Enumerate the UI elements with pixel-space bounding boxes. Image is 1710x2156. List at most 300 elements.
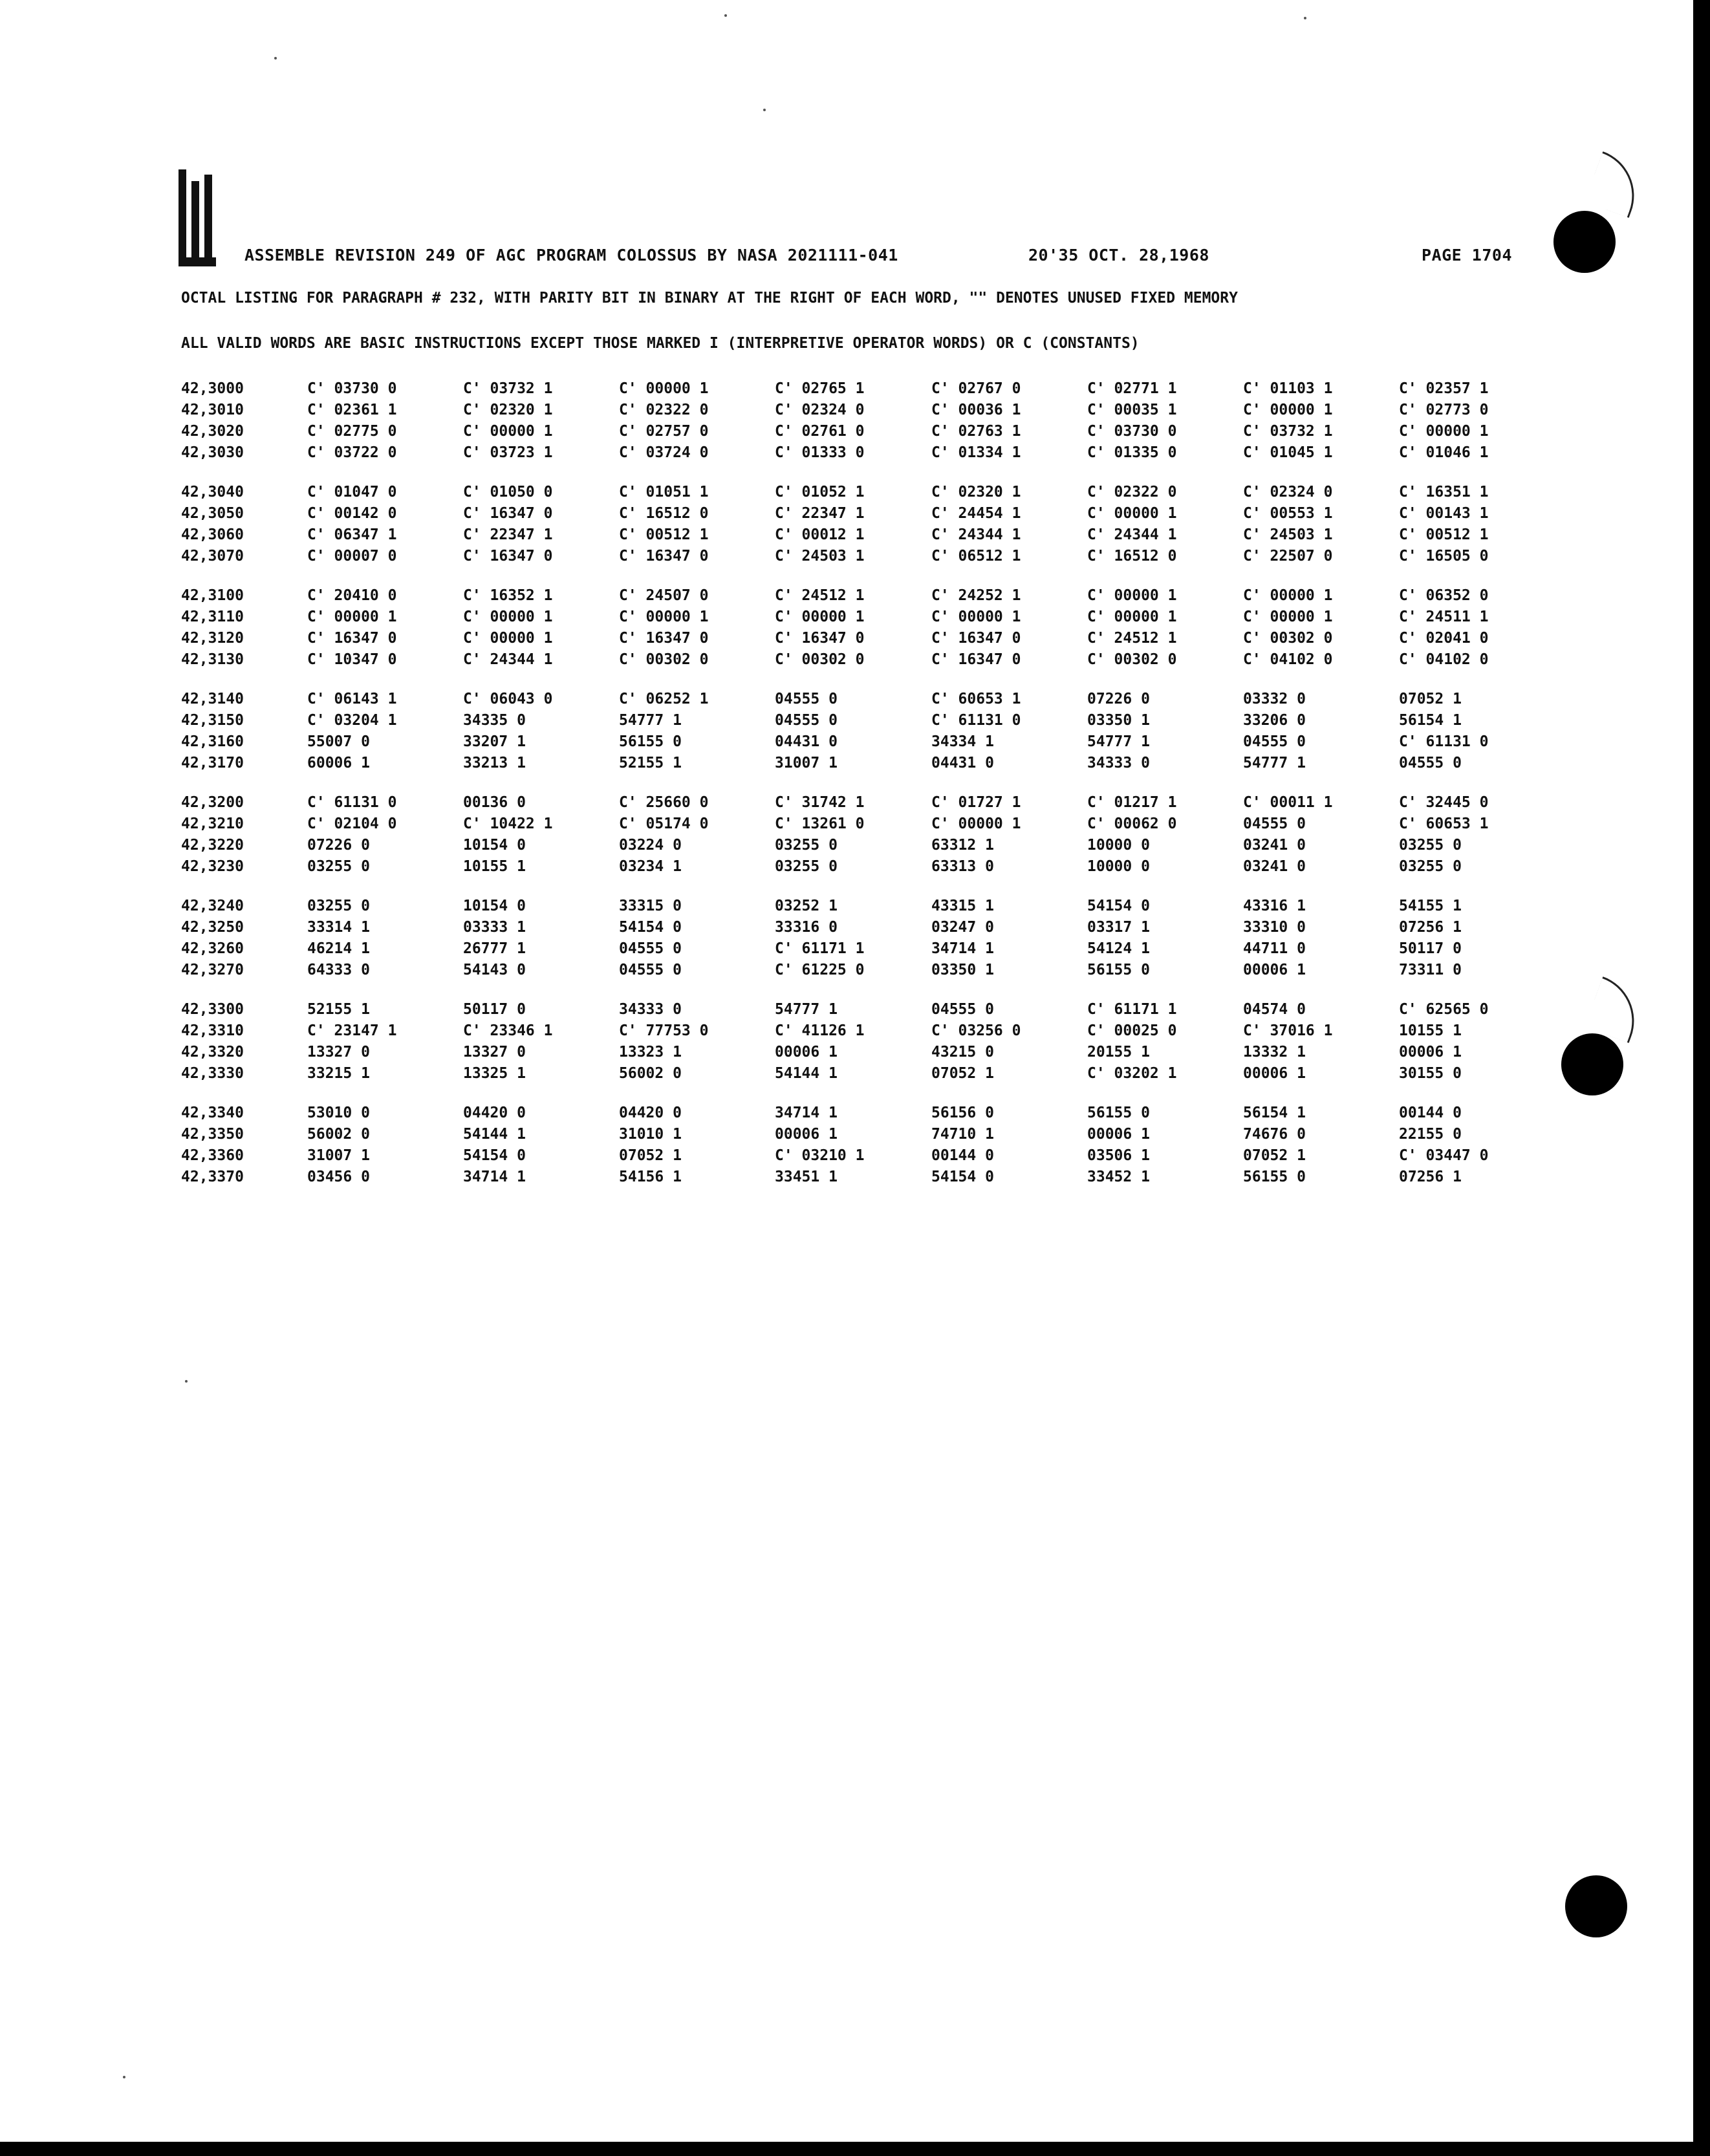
memory-word: C' 00025 0 (1087, 1022, 1177, 1039)
memory-word: 13325 1 (463, 1065, 526, 1082)
row-address: 42,3160 (181, 733, 244, 750)
memory-word: 07226 0 (307, 837, 370, 854)
memory-word: 03332 0 (1243, 691, 1306, 707)
memory-word: C' 61131 0 (931, 712, 1021, 729)
listing-row (181, 609, 1526, 630)
memory-word: 63312 1 (931, 837, 994, 854)
memory-word: 54777 1 (775, 1001, 838, 1018)
memory-word: 54154 0 (931, 1169, 994, 1185)
memory-word: C' 77753 0 (619, 1022, 709, 1039)
memory-word: 00006 1 (775, 1044, 838, 1061)
memory-word: C' 02322 0 (1087, 484, 1177, 501)
memory-word: 33206 0 (1243, 712, 1306, 729)
memory-word: 00136 0 (463, 794, 526, 811)
memory-word: C' 16347 0 (307, 630, 397, 647)
memory-word: C' 06252 1 (619, 691, 709, 707)
memory-word: C' 16347 0 (463, 548, 553, 565)
memory-word: 33315 0 (619, 898, 682, 914)
memory-word: C' 00302 0 (1087, 651, 1177, 668)
memory-word: C' 01335 0 (1087, 444, 1177, 461)
memory-word: 00006 1 (1243, 962, 1306, 978)
memory-word: 56155 0 (1087, 962, 1150, 978)
memory-word: 43215 0 (931, 1044, 994, 1061)
page-header (244, 246, 1512, 272)
row-address: 42,3040 (181, 484, 244, 501)
memory-word: C' 00000 1 (1087, 609, 1177, 625)
row-address: 42,3110 (181, 609, 244, 625)
memory-word: 44711 0 (1243, 940, 1306, 957)
listing-row (181, 940, 1526, 962)
memory-word: C' 24511 1 (1399, 609, 1489, 625)
row-address: 42,3120 (181, 630, 244, 647)
memory-word: 13327 0 (463, 1044, 526, 1061)
memory-word: C' 02357 1 (1399, 380, 1489, 397)
memory-word: C' 02757 0 (619, 423, 709, 440)
memory-word: C' 00000 1 (1243, 609, 1333, 625)
memory-word: 50117 0 (1399, 940, 1462, 957)
memory-word: C' 01045 1 (1243, 444, 1333, 461)
listing-row (181, 1001, 1526, 1022)
memory-word: C' 16347 0 (619, 548, 709, 565)
row-address: 42,3310 (181, 1022, 244, 1039)
memory-word: C' 01103 1 (1243, 380, 1333, 397)
memory-word: C' 02324 0 (775, 402, 865, 418)
memory-word: 04555 0 (619, 940, 682, 957)
memory-word: 03241 0 (1243, 858, 1306, 875)
memory-word: 03255 0 (1399, 837, 1462, 854)
memory-word: 03350 1 (931, 962, 994, 978)
listing-group (181, 1001, 1526, 1086)
memory-word: C' 61131 0 (307, 794, 397, 811)
listing-row (181, 1022, 1526, 1044)
memory-word: C' 00000 1 (931, 815, 1021, 832)
memory-word: C' 01334 1 (931, 444, 1021, 461)
memory-word: 33215 1 (307, 1065, 370, 1082)
memory-word: 34714 1 (775, 1105, 838, 1121)
memory-word: 54124 1 (1087, 940, 1150, 957)
listing-row (181, 380, 1526, 402)
memory-word: 07226 0 (1087, 691, 1150, 707)
memory-word: 00144 0 (1399, 1105, 1462, 1121)
memory-word: C' 10422 1 (463, 815, 553, 832)
memory-word: 00144 0 (931, 1147, 994, 1164)
memory-word: C' 16347 0 (931, 630, 1021, 647)
memory-word: C' 00000 1 (1087, 587, 1177, 604)
listing-row (181, 484, 1526, 505)
listing-group (181, 484, 1526, 569)
memory-word: 33452 1 (1087, 1169, 1150, 1185)
memory-word: C' 61131 0 (1399, 733, 1489, 750)
listing-row (181, 755, 1526, 776)
memory-word: 10155 1 (1399, 1022, 1462, 1039)
memory-word: 50117 0 (463, 1001, 526, 1018)
scan-speck (763, 109, 766, 111)
memory-word: 04555 0 (931, 1001, 994, 1018)
header-date: 20'35 OCT. 28,1968 (1028, 246, 1209, 264)
memory-word: C' 00000 1 (619, 609, 709, 625)
listing-description: OCTAL LISTING FOR PARAGRAPH # 232, WITH PARITY BIT IN BINARY AT THE RIGHT OF EACH WORD, "" DENOTES UNUSED FIXED MEMORY (181, 290, 1238, 307)
memory-word: C' 05174 0 (619, 815, 709, 832)
memory-word: 54154 0 (619, 919, 682, 936)
listing-row (181, 858, 1526, 879)
memory-word: C' 24344 1 (463, 651, 553, 668)
memory-word: C' 02765 1 (775, 380, 865, 397)
memory-word: C' 61171 1 (1087, 1001, 1177, 1018)
memory-word: 13323 1 (619, 1044, 682, 1061)
memory-word: 56154 1 (1243, 1105, 1306, 1121)
memory-word: 54143 0 (463, 962, 526, 978)
memory-word: 33213 1 (463, 755, 526, 771)
row-address: 42,3350 (181, 1126, 244, 1143)
memory-word: 03241 0 (1243, 837, 1306, 854)
memory-word: C' 00302 0 (619, 651, 709, 668)
row-address: 42,3330 (181, 1065, 244, 1082)
listing-row (181, 919, 1526, 940)
memory-word: C' 00553 1 (1243, 505, 1333, 522)
memory-word: C' 24503 1 (1243, 526, 1333, 543)
memory-word: 04555 0 (775, 712, 838, 729)
listing-row (181, 733, 1526, 755)
memory-word: 04431 0 (931, 755, 994, 771)
memory-word: 34333 0 (619, 1001, 682, 1018)
memory-word: C' 16347 0 (775, 630, 865, 647)
memory-word: C' 03722 0 (307, 444, 397, 461)
memory-word: 34714 1 (931, 940, 994, 957)
memory-word: C' 06043 0 (463, 691, 553, 707)
row-address: 42,3320 (181, 1044, 244, 1061)
row-address: 42,3020 (181, 423, 244, 440)
memory-word: C' 02761 0 (775, 423, 865, 440)
memory-word: C' 00000 1 (1399, 423, 1489, 440)
memory-word: C' 02322 0 (619, 402, 709, 418)
row-address: 42,3150 (181, 712, 244, 729)
listing-row (181, 444, 1526, 466)
memory-word: C' 10347 0 (307, 651, 397, 668)
memory-word: 03224 0 (619, 837, 682, 854)
listing-row (181, 587, 1526, 609)
memory-word: 03506 1 (1087, 1147, 1150, 1164)
memory-word: 34333 0 (1087, 755, 1150, 771)
memory-word: C' 22347 1 (463, 526, 553, 543)
memory-word: 43315 1 (931, 898, 994, 914)
memory-word: C' 03723 1 (463, 444, 553, 461)
scan-speck (185, 1380, 188, 1383)
memory-word: C' 00000 1 (1243, 402, 1333, 418)
memory-word: C' 20410 0 (307, 587, 397, 604)
memory-word: C' 00000 1 (307, 609, 397, 625)
memory-word: C' 00062 0 (1087, 815, 1177, 832)
memory-word: C' 02767 0 (931, 380, 1021, 397)
memory-word: C' 01046 1 (1399, 444, 1489, 461)
memory-word: 34335 0 (463, 712, 526, 729)
listing-legend: ALL VALID WORDS ARE BASIC INSTRUCTIONS EXCEPT THOSE MARKED I (INTERPRETIVE OPERATOR WORDS) OR C (CONSTANTS) (181, 335, 1140, 352)
row-address: 42,3370 (181, 1169, 244, 1185)
memory-word: C' 00000 1 (1087, 505, 1177, 522)
memory-word: C' 02041 0 (1399, 630, 1489, 647)
memory-word: 52155 1 (307, 1001, 370, 1018)
memory-word: C' 24512 1 (1087, 630, 1177, 647)
memory-word: 07256 1 (1399, 919, 1462, 936)
memory-word: C' 00512 1 (1399, 526, 1489, 543)
punch-hole (1565, 1875, 1627, 1937)
memory-word: 04574 0 (1243, 1001, 1306, 1018)
memory-word: C' 00302 0 (775, 651, 865, 668)
memory-word: C' 16347 0 (931, 651, 1021, 668)
listing-group (181, 794, 1526, 879)
memory-word: 07052 1 (1243, 1147, 1306, 1164)
memory-word: C' 22347 1 (775, 505, 865, 522)
memory-word: 03255 0 (775, 837, 838, 854)
memory-word: 54156 1 (619, 1169, 682, 1185)
memory-word: C' 03202 1 (1087, 1065, 1177, 1082)
row-address: 42,3270 (181, 962, 244, 978)
memory-word: 00006 1 (1399, 1044, 1462, 1061)
memory-word: C' 00000 1 (463, 423, 553, 440)
memory-word: 56154 1 (1399, 712, 1462, 729)
memory-word: 33207 1 (463, 733, 526, 750)
memory-word: 60006 1 (307, 755, 370, 771)
memory-word: 56155 0 (619, 733, 682, 750)
memory-word: C' 00035 1 (1087, 402, 1177, 418)
memory-word: 04555 0 (1399, 755, 1462, 771)
memory-word: 33310 0 (1243, 919, 1306, 936)
memory-word: 04420 0 (619, 1105, 682, 1121)
memory-word: 07052 1 (931, 1065, 994, 1082)
memory-word: C' 01333 0 (775, 444, 865, 461)
memory-word: C' 24512 1 (775, 587, 865, 604)
scan-speck (274, 57, 277, 59)
memory-word: C' 03730 0 (307, 380, 397, 397)
memory-word: C' 16347 0 (619, 630, 709, 647)
memory-word: 54155 1 (1399, 898, 1462, 914)
memory-word: 73311 0 (1399, 962, 1462, 978)
memory-word: 03255 0 (307, 858, 370, 875)
memory-word: C' 03730 0 (1087, 423, 1177, 440)
memory-word: C' 02773 0 (1399, 402, 1489, 418)
row-address: 42,3210 (181, 815, 244, 832)
memory-word: C' 02361 1 (307, 402, 397, 418)
memory-word: C' 32445 0 (1399, 794, 1489, 811)
memory-word: 10155 1 (463, 858, 526, 875)
memory-word: C' 41126 1 (775, 1022, 865, 1039)
row-address: 42,3300 (181, 1001, 244, 1018)
memory-word: C' 01047 0 (307, 484, 397, 501)
memory-word: 07256 1 (1399, 1169, 1462, 1185)
memory-word: 54777 1 (619, 712, 682, 729)
row-address: 42,3260 (181, 940, 244, 957)
listing-group (181, 898, 1526, 983)
row-address: 42,3220 (181, 837, 244, 854)
row-address: 42,3170 (181, 755, 244, 771)
listing-row (181, 691, 1526, 712)
memory-word: 03456 0 (307, 1169, 370, 1185)
memory-word: 04420 0 (463, 1105, 526, 1121)
memory-word: C' 00000 1 (463, 630, 553, 647)
memory-word: 31007 1 (775, 755, 838, 771)
memory-word: C' 00302 0 (1243, 630, 1333, 647)
memory-word: C' 01050 0 (463, 484, 553, 501)
memory-word: 31007 1 (307, 1147, 370, 1164)
memory-word: 10000 0 (1087, 837, 1150, 854)
memory-word: 04555 0 (619, 962, 682, 978)
listing-row (181, 402, 1526, 423)
memory-word: 54154 0 (463, 1147, 526, 1164)
listing-row (181, 1126, 1526, 1147)
memory-word: C' 00012 1 (775, 526, 865, 543)
memory-word: C' 16512 0 (619, 505, 709, 522)
memory-word: 74676 0 (1243, 1126, 1306, 1143)
memory-word: 00006 1 (1087, 1126, 1150, 1143)
memory-word: 00006 1 (1243, 1065, 1306, 1082)
memory-word: 07052 1 (1399, 691, 1462, 707)
row-address: 42,3140 (181, 691, 244, 707)
memory-word: C' 22507 0 (1243, 548, 1333, 565)
memory-word: C' 06143 1 (307, 691, 397, 707)
memory-word: C' 62565 0 (1399, 1001, 1489, 1018)
memory-word: C' 00007 0 (307, 548, 397, 565)
memory-word: 03247 0 (931, 919, 994, 936)
listing-row (181, 794, 1526, 815)
memory-word: 03255 0 (1399, 858, 1462, 875)
memory-word: C' 00011 1 (1243, 794, 1333, 811)
listing-row (181, 630, 1526, 651)
memory-word: C' 24252 1 (931, 587, 1021, 604)
listing-group (181, 380, 1526, 466)
row-address: 42,3060 (181, 526, 244, 543)
memory-word: C' 31742 1 (775, 794, 865, 811)
memory-word: 54777 1 (1087, 733, 1150, 750)
memory-word: C' 25660 0 (619, 794, 709, 811)
memory-word: 13332 1 (1243, 1044, 1306, 1061)
memory-word: 34334 1 (931, 733, 994, 750)
listing-row (181, 548, 1526, 569)
row-address: 42,3050 (181, 505, 244, 522)
memory-word: C' 03724 0 (619, 444, 709, 461)
memory-word: C' 23147 1 (307, 1022, 397, 1039)
memory-word: 46214 1 (307, 940, 370, 957)
row-address: 42,3000 (181, 380, 244, 397)
memory-word: 64333 0 (307, 962, 370, 978)
memory-word: C' 24344 1 (931, 526, 1021, 543)
listing-row (181, 505, 1526, 526)
memory-word: C' 02324 0 (1243, 484, 1333, 501)
punch-hole (1553, 211, 1616, 273)
memory-word: C' 04102 0 (1243, 651, 1333, 668)
octal-listing (181, 380, 1526, 1208)
memory-word: C' 06512 1 (931, 548, 1021, 565)
punch-hole-arc (1585, 151, 1647, 218)
listing-row (181, 1044, 1526, 1065)
memory-word: C' 00000 1 (619, 380, 709, 397)
listing-row (181, 962, 1526, 983)
memory-word: 63313 0 (931, 858, 994, 875)
listing-row (181, 1105, 1526, 1126)
row-address: 42,3030 (181, 444, 244, 461)
printer-logo-mark (179, 169, 225, 266)
memory-word: 20155 1 (1087, 1044, 1150, 1061)
memory-word: C' 02104 0 (307, 815, 397, 832)
memory-word: 00006 1 (775, 1126, 838, 1143)
memory-word: C' 23346 1 (463, 1022, 553, 1039)
memory-word: 31010 1 (619, 1126, 682, 1143)
punch-hole (1561, 1033, 1623, 1095)
memory-word: 56002 0 (307, 1126, 370, 1143)
memory-word: C' 02763 1 (931, 423, 1021, 440)
row-address: 42,3240 (181, 898, 244, 914)
memory-word: C' 24454 1 (931, 505, 1021, 522)
memory-word: C' 16505 0 (1399, 548, 1489, 565)
memory-word: C' 02775 0 (307, 423, 397, 440)
memory-word: 55007 0 (307, 733, 370, 750)
memory-word: C' 00000 1 (931, 609, 1021, 625)
memory-word: C' 60653 1 (1399, 815, 1489, 832)
scan-speck (724, 14, 727, 17)
memory-word: C' 00000 1 (463, 609, 553, 625)
memory-word: 34714 1 (463, 1169, 526, 1185)
scan-speck (1304, 17, 1306, 19)
listing-row (181, 898, 1526, 919)
memory-word: C' 24503 1 (775, 548, 865, 565)
memory-word: C' 61225 0 (775, 962, 865, 978)
row-address: 42,3360 (181, 1147, 244, 1164)
memory-word: 03234 1 (619, 858, 682, 875)
row-address: 42,3250 (181, 919, 244, 936)
memory-word: C' 00143 1 (1399, 505, 1489, 522)
listing-row (181, 815, 1526, 837)
memory-word: C' 03732 1 (1243, 423, 1333, 440)
row-address: 42,3340 (181, 1105, 244, 1121)
memory-word: C' 02320 1 (463, 402, 553, 418)
memory-word: 33451 1 (775, 1169, 838, 1185)
memory-word: 10154 0 (463, 898, 526, 914)
memory-word: 33314 1 (307, 919, 370, 936)
listing-row (181, 1065, 1526, 1086)
memory-word: C' 00142 0 (307, 505, 397, 522)
memory-word: C' 16347 0 (463, 505, 553, 522)
memory-word: C' 37016 1 (1243, 1022, 1333, 1039)
listing-group (181, 1105, 1526, 1190)
row-address: 42,3070 (181, 548, 244, 565)
memory-word: C' 61171 1 (775, 940, 865, 957)
listing-row (181, 1147, 1526, 1169)
memory-word: 04555 0 (1243, 733, 1306, 750)
memory-word: C' 00000 1 (1243, 587, 1333, 604)
memory-word: C' 01052 1 (775, 484, 865, 501)
memory-word: 04431 0 (775, 733, 838, 750)
memory-word: C' 00000 1 (775, 609, 865, 625)
memory-word: C' 03447 0 (1399, 1147, 1489, 1164)
memory-word: 43316 1 (1243, 898, 1306, 914)
header-page-number: PAGE 1704 (1422, 246, 1512, 264)
memory-word: 03255 0 (307, 898, 370, 914)
listing-row (181, 712, 1526, 733)
memory-word: C' 02771 1 (1087, 380, 1177, 397)
scan-edge-bottom (0, 2142, 1710, 2156)
row-address: 42,3100 (181, 587, 244, 604)
row-address: 42,3200 (181, 794, 244, 811)
memory-word: C' 13261 0 (775, 815, 865, 832)
memory-word: C' 16512 0 (1087, 548, 1177, 565)
row-address: 42,3230 (181, 858, 244, 875)
header-title: ASSEMBLE REVISION 249 OF AGC PROGRAM COLOSSUS BY NASA 2021111-041 (244, 246, 898, 264)
memory-word: C' 01727 1 (931, 794, 1021, 811)
row-address: 42,3010 (181, 402, 244, 418)
memory-word: C' 24507 0 (619, 587, 709, 604)
memory-word: C' 03256 0 (931, 1022, 1021, 1039)
memory-word: 74710 1 (931, 1126, 994, 1143)
memory-word: 22155 0 (1399, 1126, 1462, 1143)
listing-row (181, 1169, 1526, 1190)
